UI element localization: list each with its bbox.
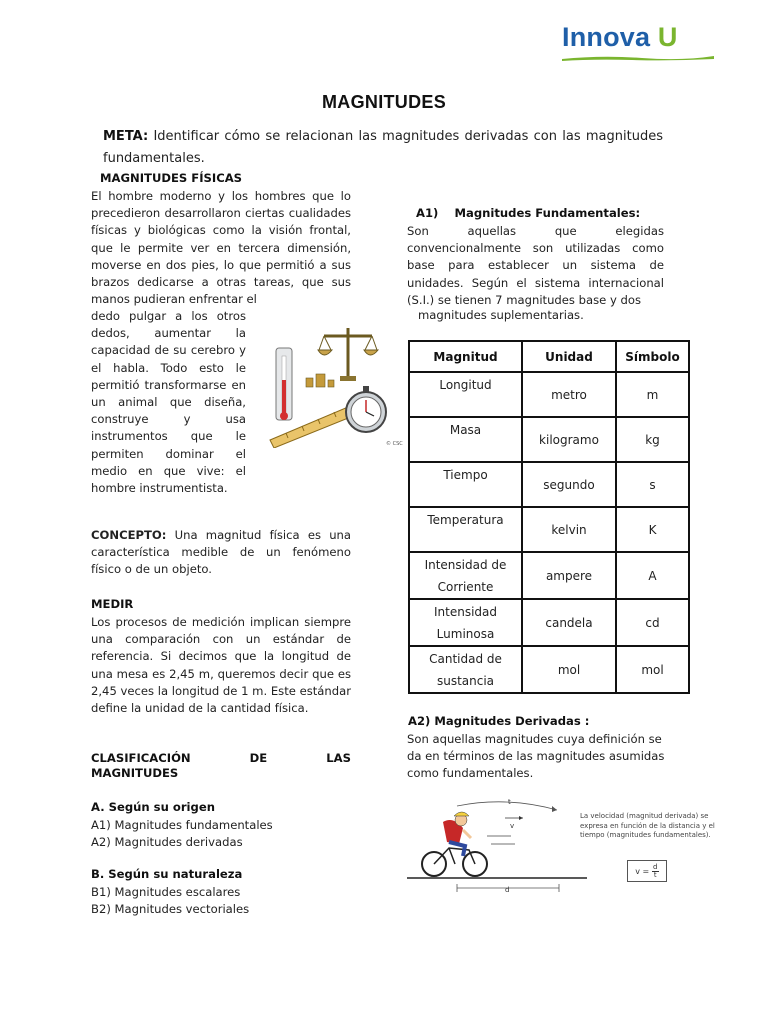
meta-paragraph	[103, 126, 663, 170]
table-row	[409, 507, 689, 552]
cell-unidad: segundo	[522, 462, 616, 507]
column-header-simbolo: Símbolo	[616, 341, 689, 372]
formula-denominator: t	[652, 871, 659, 879]
image-credit: © CSC	[386, 441, 403, 447]
heading-clasificacion: MAGNITUDES	[91, 766, 179, 780]
cell-simbolo: mol	[616, 646, 689, 693]
fisicas-intro: El hombre moderno y los hombres que lo precedieron desarrollaron ciertas cualidades físicas y biológicas como la visión frontal, que le permite ver en tercera dimensión, moverse en dos pies, lo que permitió a sus brazos dedicarse a otras tareas, que sus manos pudieran enfrentar el	[91, 189, 351, 307]
heading-medir: MEDIR	[91, 597, 134, 611]
cell-magnitud: Cantidad de sustancia	[409, 646, 522, 693]
label-t: t	[508, 798, 511, 806]
cell-simbolo: s	[616, 462, 689, 507]
cell-magnitud: Intensidad Luminosa	[409, 599, 522, 646]
cell-simbolo: kg	[616, 417, 689, 462]
cyclist-icon	[422, 812, 487, 876]
thermometer-icon	[276, 348, 292, 420]
cell-unidad: metro	[522, 372, 616, 417]
meta-text: Identificar cómo se relacionan las magnitudes derivadas con las magnitudes fundamentales.	[103, 129, 663, 166]
heading-fundamentales: A1) Magnitudes Fundamentales:	[416, 206, 641, 220]
innova-u-logo	[562, 22, 718, 66]
cell-unidad: kelvin	[522, 507, 616, 552]
cell-unidad: mol	[522, 646, 616, 693]
cell-simbolo: m	[616, 372, 689, 417]
list-item: B2) Magnitudes vectoriales	[91, 902, 250, 916]
table-row	[409, 417, 689, 462]
heading-derivadas: A2) Magnitudes Derivadas :	[408, 714, 590, 728]
heading-segun-origen: A. Según su origen	[91, 800, 215, 814]
label-d: d	[505, 886, 510, 892]
label-v: v	[510, 822, 515, 830]
table-row	[409, 552, 689, 599]
cell-unidad: candela	[522, 599, 616, 646]
concepto-text: Una magnitud física es una característica medible de un fenómeno físico o de un objeto.	[91, 528, 352, 577]
page-title: MAGNITUDES	[322, 92, 446, 112]
list-item: A1) Magnitudes fundamentales	[91, 818, 273, 832]
velocity-note: La velocidad (magnitud derivada) se expresa en función de la distancia y el tiempo (magnitudes fundamentales).	[580, 812, 715, 839]
cell-simbolo: K	[616, 507, 689, 552]
heading-segun-naturaleza: B. Según su naturaleza	[91, 867, 243, 881]
list-item: B1) Magnitudes escalares	[91, 885, 241, 899]
cell-unidad: ampere	[522, 552, 616, 599]
concepto-label: CONCEPTO:	[91, 528, 167, 542]
fundamentales-text-last: magnitudes suplementarias.	[418, 308, 584, 322]
logo-swoosh-icon	[562, 55, 714, 61]
cell-simbolo: cd	[616, 599, 689, 646]
meta-label: META:	[103, 129, 149, 144]
cell-magnitud: Masa	[409, 417, 522, 462]
formula-numerator: d	[653, 862, 658, 871]
cell-simbolo: A	[616, 552, 689, 599]
concepto-paragraph	[91, 527, 351, 579]
cell-unidad: kilogramo	[522, 417, 616, 462]
logo-wordmark: Innova U	[562, 22, 678, 52]
cyclist-illustration	[407, 796, 587, 892]
table-row	[409, 372, 689, 417]
derivadas-text: Son aquellas magnitudes cuya definición se da en términos de las magnitudes asumidas como fundamentales.	[407, 732, 665, 781]
velocity-formula	[627, 860, 667, 882]
cell-magnitud: Temperatura	[409, 507, 522, 552]
formula-lhs: v =	[635, 866, 650, 876]
fundamentales-text: Son aquellas que elegidas convencionalmente son utilizadas como base para establecer un sistema de unidades. Según el sistema internacional (S.I.) se tienen 7 magnitudes base y dos	[407, 224, 664, 307]
magnitudes-table	[408, 340, 690, 694]
table-row	[409, 599, 689, 646]
column-header-magnitud: Magnitud	[409, 341, 522, 372]
cell-magnitud: Longitud	[409, 372, 522, 417]
cell-magnitud: Tiempo	[409, 462, 522, 507]
table-header-row	[409, 341, 689, 372]
table-row	[409, 646, 689, 693]
formula-fraction	[652, 864, 659, 879]
medir-text: Los procesos de medición implican siempre una comparación con un estándar de referencia. Si decimos que la longitud de una mesa es 2,45 m, queremos decir que es 2,45 veces la longitud de 1 m. Este estándar define la unidad de la cantidad física.	[91, 615, 351, 716]
heading-clasificacion-1: CLASIFICACIÓN DE LAS	[91, 751, 351, 765]
table-row	[409, 462, 689, 507]
heading-magnitudes-fisicas: MAGNITUDES FÍSICAS	[100, 171, 243, 185]
instruments-illustration	[266, 320, 404, 448]
fisicas-wrap-text: dedo pulgar a los otros dedos, aumentar la capacidad de su cerebro y el habla. Todo esto le permitió transformarse en un animal que diseña, construye y usa instrumentos que le permiten dominar el medio en que vive: el hombre instrumentista.	[91, 309, 246, 496]
list-item: A2) Magnitudes derivadas	[91, 835, 243, 849]
cell-magnitud: Intensidad de Corriente	[409, 552, 522, 599]
column-header-unidad: Unidad	[522, 341, 616, 372]
